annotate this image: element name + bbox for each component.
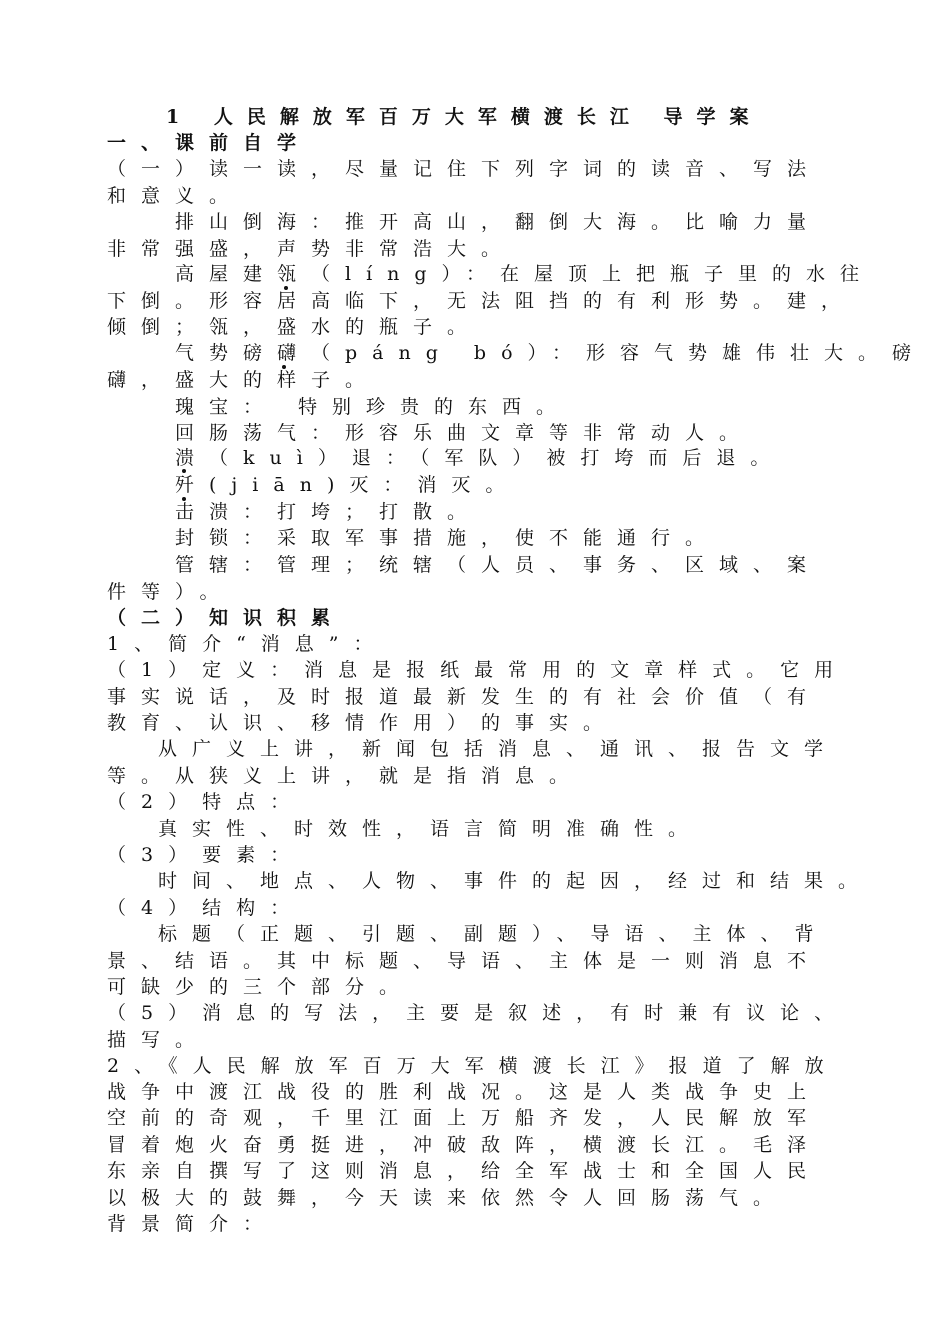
vocab-jikui: 击溃：打垮；打散。 (175, 501, 482, 523)
vocab-gaowujianling-line2: 下倒。形容居高临下，无法阻挡的有利形势。建， (107, 290, 856, 312)
vocab-paishandaohai-line2: 非常强盛，声势非常浩大。 (107, 238, 516, 260)
vocab-huichangdangqi: 回肠荡气：形容乐曲文章等非常动人。 (175, 422, 754, 444)
intro-definition-line1: （1）定义：消息是报纸最常用的文章样式。它用 (107, 659, 849, 681)
summary-line1: 2、《人民解放军百万大军横渡长江》报道了解放 (107, 1055, 839, 1077)
intro-definition-line2: 事实说话，及时报道最新发生的有社会价值（有 (107, 686, 822, 708)
intro-features-heading: （2）特点： (107, 791, 305, 813)
intro-scope-line1: 从广义上讲，新闻包括消息、通讯、报告文学 (158, 738, 839, 760)
part2-heading: （二）知识积累 (107, 607, 346, 629)
intro-elements: 时间、地点、人物、事件的起因，经过和结果。 (158, 870, 873, 892)
vocab-guibao: 瑰宝： 特别珍贵的东西。 (175, 396, 571, 418)
vocab-gaowujianling-line1: 高屋建瓴（líng）：在屋顶上把瓶子里的水往 (175, 263, 875, 285)
summary-line3: 空前的奇观，千里江面上万船齐发，人民解放军 (107, 1107, 822, 1129)
summary-line5: 东亲自撰写了这则消息，给全军战士和全国人民 (107, 1160, 822, 1182)
summary-line2: 战争中渡江战役的胜利战况。这是人类战争史上 (107, 1081, 822, 1103)
vocab-qishipangbo-line2: 礴，盛大的样子。 (107, 369, 380, 391)
background-heading: 背景简介： (107, 1213, 278, 1235)
summary-line6: 以极大的鼓舞，今天读来依然令人回肠荡气。 (107, 1187, 788, 1209)
summary-line4: 冒着炮火奋勇挺进，冲破敌阵，横渡长江。毛泽 (107, 1134, 822, 1156)
vocab-qishipangbo-line1: 气势磅礴（páng bó）：形容气势雄伟壮大。磅 (175, 342, 927, 364)
intro-scope-line2: 等。从狭义上讲，就是指消息。 (107, 765, 584, 787)
intro-structure-line3: 可缺少的三个部分。 (107, 976, 414, 998)
page-title: 1 人民解放军百万大军横渡长江 导学案 (166, 106, 763, 128)
intro-heading: 1、简介“消息”： (107, 633, 388, 655)
intro-structure-line2: 景、结语。其中标题、导语、主体是一则消息不 (107, 950, 822, 972)
vocab-paishandaohai-line1: 排山倒海：推开高山，翻倒大海。比喻力量 (175, 211, 822, 233)
part1-heading-line2: 和意义。 (107, 185, 244, 207)
part1-heading-line1: （一）读一读，尽量记住下列字词的读音、写法 (107, 158, 822, 180)
vocab-fengsuo: 封锁：采取军事措施，使不能通行。 (175, 527, 720, 549)
intro-features: 真实性、时效性，语言简明准确性。 (158, 818, 703, 840)
vocab-guanxia-line1: 管辖：管理；统辖（人员、事务、区域、案 (175, 554, 822, 576)
intro-elements-heading: （3）要素： (107, 844, 305, 866)
section-heading-preview: 一、课前自学 (107, 132, 312, 154)
vocab-gaowujianling-line3: 倾倒；瓴，盛水的瓶子。 (107, 316, 482, 338)
vocab-kuitui: 溃（kuì）退：（军队）被打垮而后退。 (175, 447, 785, 469)
intro-structure-heading: （4）结构： (107, 897, 305, 919)
intro-definition-line3: 教育、认识、移情作用）的事实。 (107, 712, 618, 734)
intro-writing-line1: （5）消息的写法，主要是叙述，有时兼有议论、 (107, 1002, 849, 1024)
vocab-jianmie: 歼(jiān)灭：消灭。 (175, 474, 520, 496)
vocab-guanxia-line2: 件等）。 (107, 581, 234, 603)
intro-writing-line2: 描写。 (107, 1029, 210, 1051)
intro-structure-line1: 标题（正题、引题、副题）、导语、主体、背 (158, 923, 829, 945)
